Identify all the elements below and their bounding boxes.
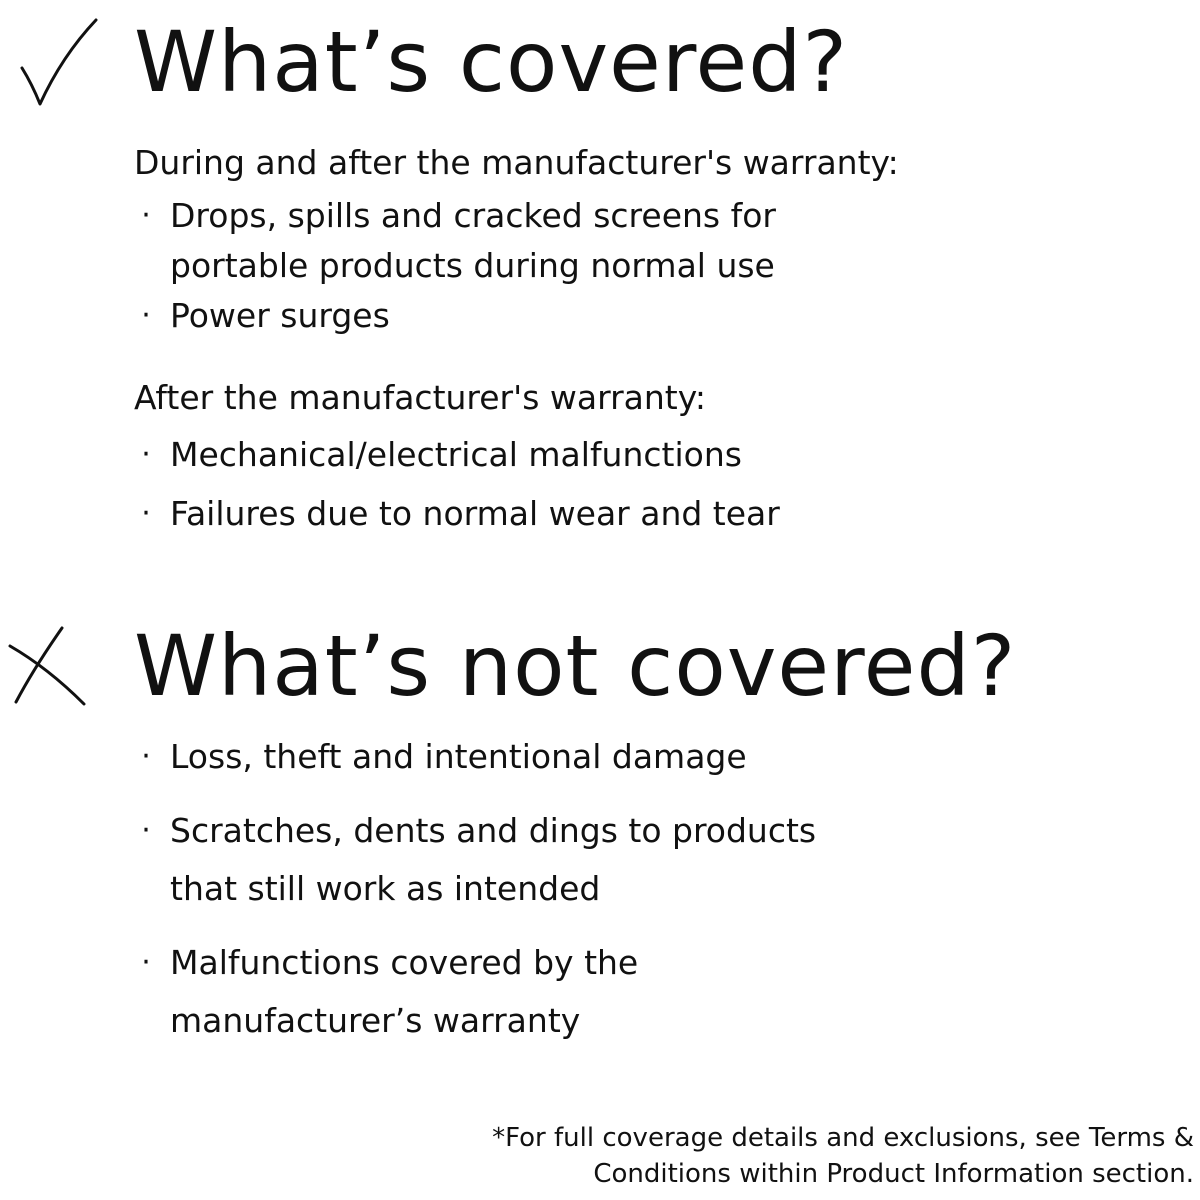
cross-icon <box>0 616 120 716</box>
check-icon <box>0 6 120 116</box>
bullet-dot: · <box>141 298 151 333</box>
not-covered-list <box>134 728 816 1066</box>
list-item <box>134 191 776 291</box>
list-item <box>134 728 816 786</box>
bullet-dot: · <box>141 739 151 774</box>
not-covered-heading: What’s not covered? <box>134 617 1017 715</box>
list-item-text: manufacturer’s warranty <box>170 1001 581 1040</box>
list-item-text: Loss, theft and intentional damage <box>170 737 747 776</box>
bullet-dot: · <box>141 198 151 233</box>
list-item <box>134 934 816 1050</box>
footnote-line-1: *For full coverage details and exclusions, see Terms & <box>492 1123 1194 1153</box>
list-item-text: Malfunctions covered by the <box>170 943 639 982</box>
list-item-text: that still work as intended <box>170 869 601 908</box>
bullet-dot: · <box>141 945 151 980</box>
list-item-text: portable products during normal use <box>170 246 775 285</box>
covered-heading: What’s covered? <box>134 13 849 111</box>
list-item <box>134 489 780 539</box>
during-warranty-label: During and after the manufacturer's warranty: <box>134 143 899 182</box>
bullet-dot: · <box>141 496 151 531</box>
list-item <box>134 291 776 341</box>
footnote <box>492 1120 1194 1192</box>
list-item-text: Power surges <box>170 296 390 335</box>
list-item <box>134 430 780 480</box>
list-item-text: Failures due to normal wear and tear <box>170 494 780 533</box>
list-item-text: Scratches, dents and dings to products <box>170 811 817 850</box>
during-warranty-list <box>134 191 776 341</box>
footnote-line-2: Conditions within Product Information section. <box>593 1159 1194 1189</box>
after-warranty-label: After the manufacturer's warranty: <box>134 378 706 417</box>
bullet-dot: · <box>141 437 151 472</box>
list-item <box>134 802 816 918</box>
bullet-dot: · <box>141 813 151 848</box>
list-item-text: Drops, spills and cracked screens for <box>170 196 776 235</box>
list-item-text: Mechanical/electrical malfunctions <box>170 435 742 474</box>
after-warranty-list <box>134 430 780 548</box>
